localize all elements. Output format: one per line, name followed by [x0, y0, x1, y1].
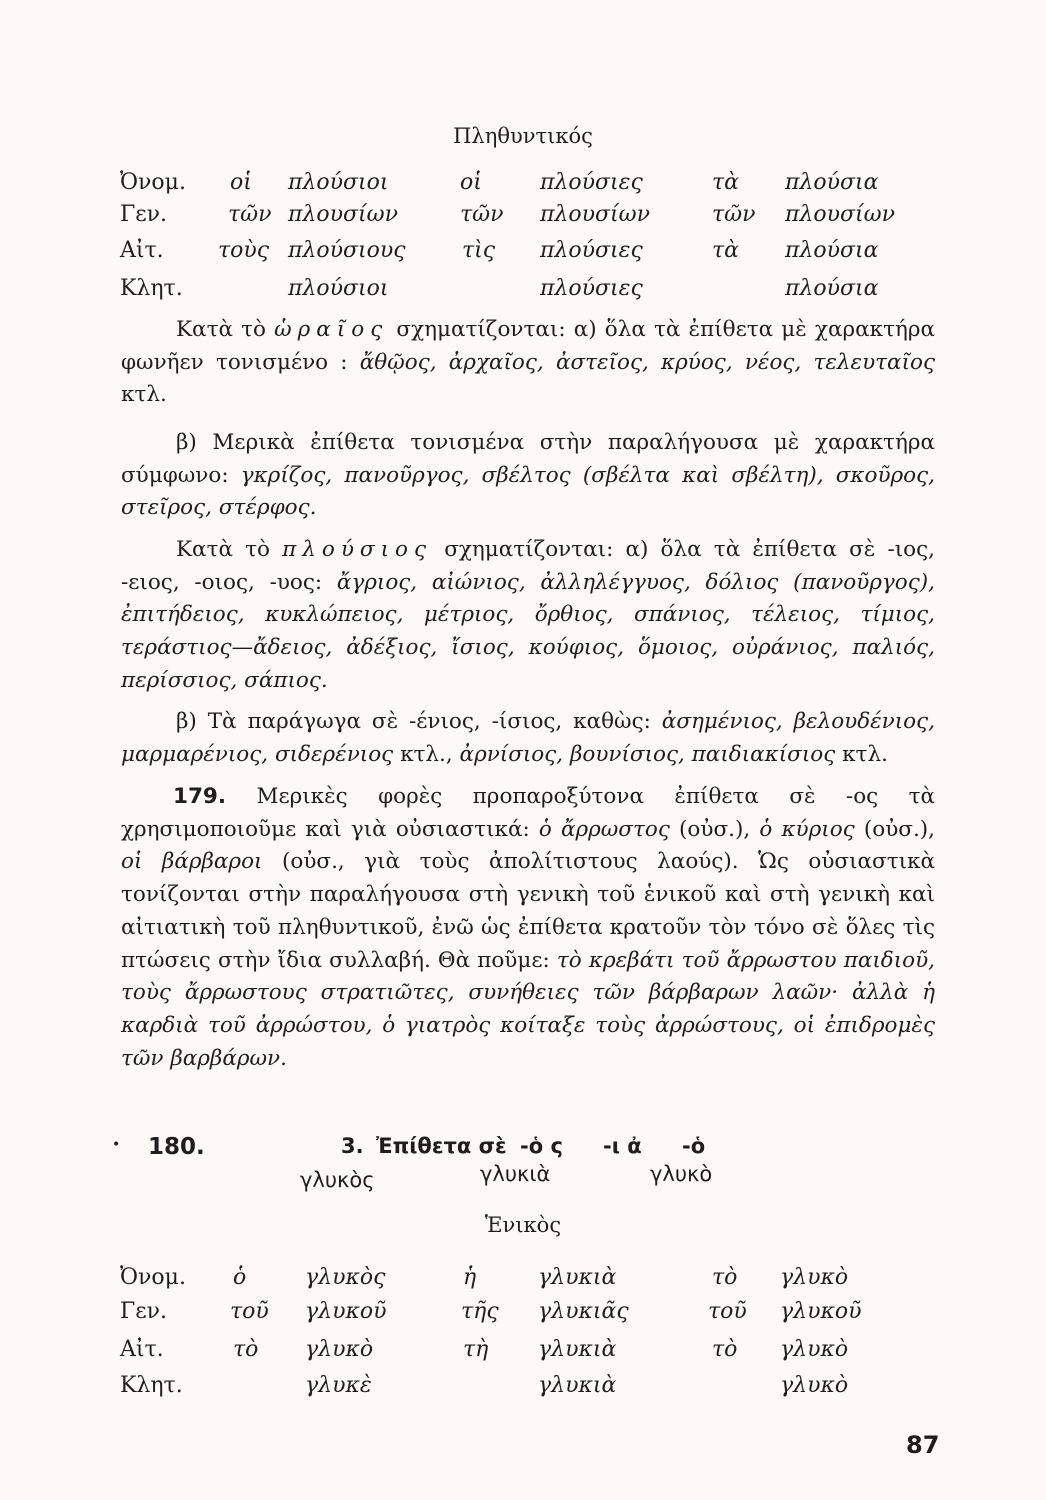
para-text: σχηματίζονται: α) ὅλα τὰ ἐπίθετα σὲ -ιος, -ειος, -οιος, -υος:: [121, 537, 935, 595]
singular-heading: Ἑνικὸς: [484, 1213, 562, 1237]
plural-row-accusative: [0, 238, 1046, 272]
page-number: 87: [906, 1431, 940, 1459]
case-label: Αἰτ.: [120, 1337, 164, 1362]
para-text: (οὐσ.),: [863, 816, 935, 842]
example-neuter: γλυκὸ: [650, 1162, 713, 1186]
article: τὶς: [462, 238, 496, 263]
model-word: πλούσιος: [282, 537, 433, 562]
para-text: κτλ.: [842, 741, 888, 767]
example-masculine: γλυκὸς: [300, 1168, 375, 1192]
case-label: Γεν.: [120, 1299, 168, 1324]
examples: ἄθῷος, ἀρχαῖος, ἀστεῖος, κρύος, νέος, τελευταῖος: [359, 349, 935, 375]
article: τῆς: [461, 1299, 499, 1324]
examples: τὸ κρεβάτι τοῦ ἄρρωστου παιδιοῦ, τοὺς ἄρρωστους στρατιῶτες, συνήθειες τῶν βάρβαρων λαῶν· ἀλλὰ ἡ καρδιὰ τοῦ ἀρρώστου, ὁ γιατρὸς κοίταξε τοὺς ἀρρώστους, οἱ ἐπιδρομὲς τῶν βαρβάρων.: [121, 947, 935, 1071]
article: τὸ: [233, 1337, 259, 1362]
form: γλυκοῦ: [305, 1299, 387, 1324]
ending-ia: -ι ἀ: [603, 1134, 642, 1158]
form: πλούσιους: [288, 238, 406, 263]
para-text: Κατὰ τὸ: [176, 537, 270, 562]
para-text: κτλ.: [121, 382, 167, 408]
para-text: β) Μερικὰ ἐπίθετα τονισμένα στὴν παραλήγουσα μὲ χαρακτήρα σύμφωνο:: [121, 430, 935, 488]
ending-o: -ὁ: [682, 1134, 706, 1158]
article: τὸ: [712, 1265, 738, 1290]
paragraph-oraios: [121, 314, 935, 412]
para-text: σχηματίζονται: α) ὅλα τὰ ἐπίθετα μὲ χαρακτήρα φωνῆεν τονισμένο :: [121, 317, 936, 375]
article: τῶν: [712, 202, 756, 227]
singular-row-vocative: [0, 1373, 1046, 1407]
form: πλούσιοι: [288, 170, 389, 195]
para-text: Κατὰ τὸ: [176, 317, 266, 342]
case-label: Κλητ.: [120, 276, 183, 301]
article: οἱ: [230, 170, 252, 195]
form: πλούσιοι: [288, 276, 389, 301]
plural-heading: Πληθυντικός: [453, 124, 593, 148]
form: πλούσιες: [540, 276, 643, 301]
form: γλυκὸ: [305, 1337, 374, 1362]
article: τὰ: [712, 170, 740, 195]
paragraph-derivatives: [121, 706, 935, 771]
case-label: Αἰτ.: [120, 238, 164, 263]
form: γλυκιὰ: [538, 1373, 617, 1398]
case-label: Γεν.: [120, 202, 168, 227]
examples: ἀρνίσιος, βουνίσιος, παιδιακίσιος: [459, 741, 836, 767]
bullet-mark: •: [112, 1137, 121, 1153]
example-feminine: γλυκιὰ: [480, 1162, 551, 1186]
form: γλυκὸ: [780, 1265, 849, 1290]
examples: ἀσημένιος, βελουδένιος, μαρμαρένιος, σιδερένιος: [121, 709, 936, 767]
article: ὁ: [233, 1265, 247, 1290]
example: οἱ βάρβαροι: [121, 849, 263, 875]
article: τὸ: [712, 1337, 738, 1362]
form: γλυκιὰ: [538, 1265, 617, 1290]
examples: ἄγριος, αἰώνιος, ἀλληλέγγυος, δόλιος (πανοῦργος), ἐπιτήδειος, κυκλώπειος, μέτριος, ὄρθιος, σπάνιος, τέλειος, τίμιος, τεράστιος—ἄδειος, ἀδέξιος, ἴσιος, κούφιος, ὅμοιος, οὐράνιος, παλιός, περίσσιος, σάπιος.: [121, 569, 935, 693]
para-text: (οὐσ.),: [679, 816, 751, 842]
article: τοὺς: [218, 238, 270, 263]
ending-os: -ὁ ς: [520, 1134, 563, 1158]
form: γλυκὸ: [780, 1373, 849, 1398]
section-number: 180.: [148, 1134, 205, 1160]
paragraph-179: [121, 781, 935, 1075]
plural-row-vocative: [0, 276, 1046, 310]
para-text: β) Τὰ παράγωγα σὲ -ένιος, -ίσιος, καθὼς:: [176, 709, 651, 734]
case-label: Κλητ.: [120, 1373, 183, 1398]
paragraph-consonant: [121, 427, 935, 525]
examples: γκρίζος, πανοῦργος, σβέλτος (σβέλτα καὶ σβέλτη), σκοῦρος, στεῖρος, στέρφος.: [121, 462, 935, 521]
form: γλυκὸς: [305, 1265, 386, 1290]
article: τὴ: [463, 1337, 489, 1362]
article: τοῦ: [708, 1299, 747, 1324]
form: γλυκιὰ: [538, 1337, 617, 1362]
form: πλούσιες: [540, 238, 643, 263]
article: τοῦ: [230, 1299, 269, 1324]
para-text: Μερικὲς φορὲς προπαροξύτονα ἐπίθετα σὲ -ος τὰ χρησιμοποιοῦμε καὶ γιὰ οὐσιαστικά:: [121, 784, 935, 842]
article: τῶν: [460, 202, 504, 227]
para-text: κτλ.,: [400, 741, 453, 767]
singular-row-genitive: [0, 1299, 1046, 1333]
form: πλουσίων: [288, 202, 398, 227]
form: πλούσια: [785, 238, 879, 263]
form: γλυκὲ: [305, 1373, 372, 1398]
example: ὁ κύριος: [759, 816, 855, 842]
article: τὰ: [712, 238, 740, 263]
plural-row-nominative: [0, 170, 1046, 204]
singular-row-nominative: [0, 1265, 1046, 1299]
form: γλυκιᾶς: [538, 1299, 629, 1324]
form: πλούσια: [785, 170, 879, 195]
paragraph-plousios: [121, 534, 935, 698]
paragraph-number: 179.: [173, 784, 227, 809]
form: γλυκοῦ: [780, 1299, 862, 1324]
form: πλουσίων: [785, 202, 895, 227]
case-label: Ὀνομ.: [120, 170, 186, 195]
form: πλούσιες: [540, 170, 643, 195]
article: ἡ: [463, 1265, 477, 1290]
case-label: Ὀνομ.: [120, 1265, 186, 1290]
example: ὁ ἄρρωστος: [538, 816, 670, 842]
form: γλυκὸ: [780, 1337, 849, 1362]
model-word: ὡραῖος: [274, 317, 389, 342]
plural-row-genitive: [0, 202, 1046, 236]
section-title-number: 3.: [341, 1134, 364, 1158]
section-title: Ἐπίθετα σὲ: [376, 1134, 507, 1158]
para-text: (οὐσ., γιὰ τοὺς ἀπολίτιστους λαούς). Ὡς οὐσιαστικὰ τονίζονται στὴν παραλήγουσα στὴ γενικὴ τοῦ ἑνικοῦ καὶ στὴ γενικὴ καὶ αἰτιατικὴ τοῦ πληθυντικοῦ, ἐνῶ ὡς ἐπίθετα κρατοῦν τὸν τόνο σὲ ὅλες τὶς πτώσεις στὴν ἴδια συλλαβή. Θὰ ποῦμε:: [121, 849, 935, 973]
singular-row-accusative: [0, 1337, 1046, 1371]
form: πλουσίων: [540, 202, 650, 227]
article: οἱ: [460, 170, 482, 195]
form: πλούσια: [785, 276, 879, 301]
article: τῶν: [228, 202, 272, 227]
